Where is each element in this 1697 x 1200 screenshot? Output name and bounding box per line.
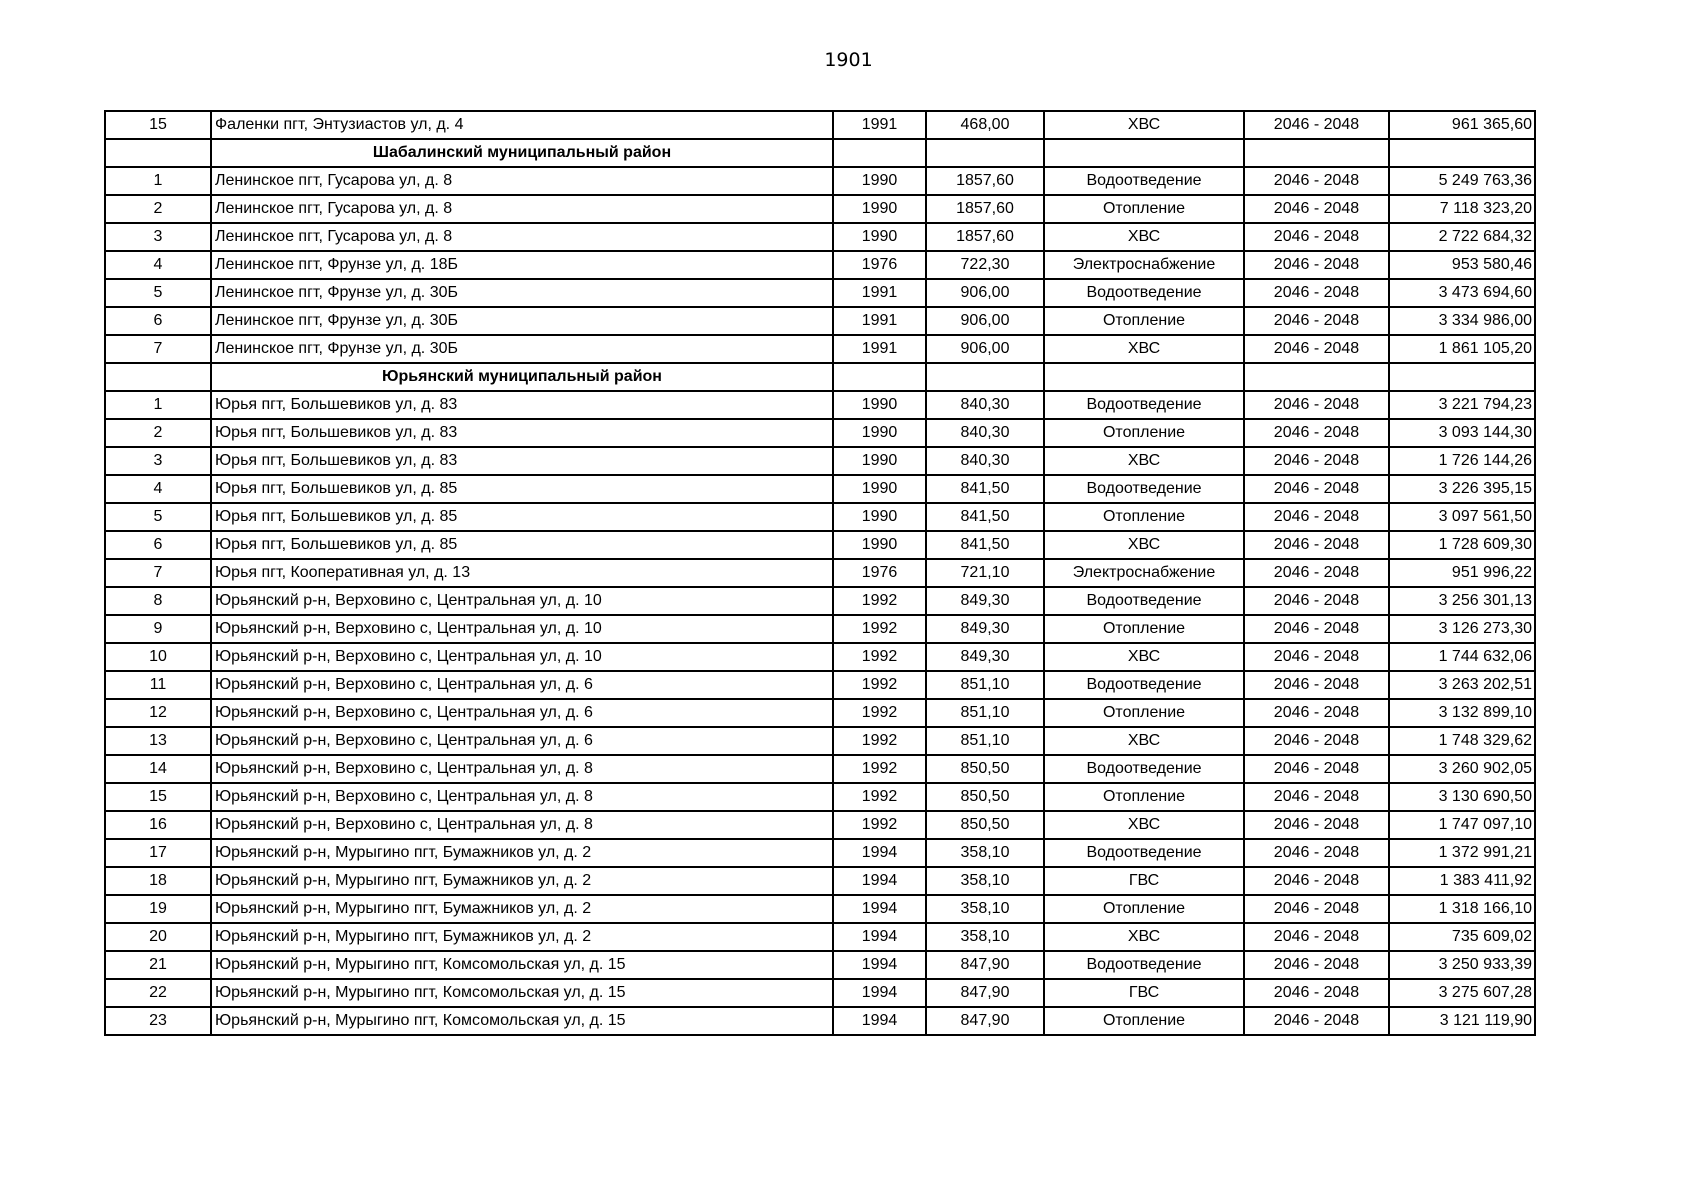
service-cell: Водоотведение [1044,587,1244,615]
table-row [105,783,1535,811]
service-cell: ХВС [1044,531,1244,559]
row-number-cell: 15 [105,783,211,811]
table-row [105,755,1535,783]
period-cell: 2046 - 2048 [1244,839,1389,867]
period-cell: 2046 - 2048 [1244,699,1389,727]
year-cell: 1976 [833,251,926,279]
year-cell: 1991 [833,335,926,363]
year-cell: 1990 [833,167,926,195]
row-number-cell: 12 [105,699,211,727]
row-number-cell: 3 [105,223,211,251]
period-cell: 2046 - 2048 [1244,419,1389,447]
service-cell: Водоотведение [1044,167,1244,195]
address-cell: Юрьянский р-н, Верховино с, Центральная ул, д. 10 [211,587,833,615]
table-body [105,111,1535,1035]
address-cell: Юрьянский р-н, Верховино с, Центральная ул, д. 10 [211,615,833,643]
row-number-cell: 18 [105,867,211,895]
empty-cell [105,363,211,391]
year-cell: 1990 [833,223,926,251]
period-cell: 2046 - 2048 [1244,727,1389,755]
cost-cell: 3 334 986,00 [1389,307,1535,335]
address-cell: Юрьянский р-н, Верховино с, Центральная ул, д. 10 [211,643,833,671]
period-cell: 2046 - 2048 [1244,867,1389,895]
year-cell: 1992 [833,615,926,643]
area-cell: 722,30 [926,251,1044,279]
year-cell: 1976 [833,559,926,587]
cost-cell: 1 861 105,20 [1389,335,1535,363]
year-cell: 1990 [833,475,926,503]
service-cell: ХВС [1044,111,1244,139]
period-cell: 2046 - 2048 [1244,1007,1389,1035]
address-cell: Юрьянский р-н, Верховино с, Центральная ул, д. 8 [211,783,833,811]
table-row [105,391,1535,419]
row-number-cell: 3 [105,447,211,475]
address-cell: Юрья пгт, Кооперативная ул, д. 13 [211,559,833,587]
area-cell: 1857,60 [926,195,1044,223]
address-cell: Юрья пгт, Большевиков ул, д. 85 [211,503,833,531]
area-cell: 841,50 [926,503,1044,531]
year-cell: 1994 [833,951,926,979]
cost-cell: 1 383 411,92 [1389,867,1535,895]
row-number-cell: 1 [105,391,211,419]
table-row [105,895,1535,923]
period-cell: 2046 - 2048 [1244,475,1389,503]
empty-cell [926,363,1044,391]
table-row [105,195,1535,223]
address-cell: Ленинское пгт, Гусарова ул, д. 8 [211,195,833,223]
table-row [105,167,1535,195]
period-cell: 2046 - 2048 [1244,223,1389,251]
table-row [105,335,1535,363]
row-number-cell: 9 [105,615,211,643]
service-cell: Отопление [1044,895,1244,923]
year-cell: 1992 [833,671,926,699]
period-cell: 2046 - 2048 [1244,979,1389,1007]
table-row [105,839,1535,867]
table-row [105,223,1535,251]
service-cell: Отопление [1044,195,1244,223]
empty-cell [833,363,926,391]
table-row [105,587,1535,615]
area-cell: 850,50 [926,783,1044,811]
table-row [105,475,1535,503]
area-cell: 847,90 [926,979,1044,1007]
area-cell: 840,30 [926,419,1044,447]
area-cell: 358,10 [926,839,1044,867]
address-cell: Ленинское пгт, Фрунзе ул, д. 30Б [211,335,833,363]
year-cell: 1994 [833,979,926,1007]
service-cell: Отопление [1044,615,1244,643]
cost-cell: 951 996,22 [1389,559,1535,587]
row-number-cell: 19 [105,895,211,923]
row-number-cell: 23 [105,1007,211,1035]
period-cell: 2046 - 2048 [1244,111,1389,139]
address-cell: Ленинское пгт, Фрунзе ул, д. 18Б [211,251,833,279]
year-cell: 1990 [833,195,926,223]
area-cell: 1857,60 [926,223,1044,251]
address-cell: Юрьянский р-н, Мурыгино пгт, Бумажников ул, д. 2 [211,867,833,895]
cost-cell: 1 744 632,06 [1389,643,1535,671]
area-cell: 851,10 [926,671,1044,699]
table-row [105,531,1535,559]
table-row [105,643,1535,671]
area-cell: 906,00 [926,307,1044,335]
service-cell: Отопление [1044,307,1244,335]
period-cell: 2046 - 2048 [1244,279,1389,307]
row-number-cell: 20 [105,923,211,951]
area-cell: 849,30 [926,615,1044,643]
address-cell: Ленинское пгт, Гусарова ул, д. 8 [211,167,833,195]
row-number-cell: 7 [105,335,211,363]
cost-cell: 1 372 991,21 [1389,839,1535,867]
row-number-cell: 10 [105,643,211,671]
empty-cell [926,139,1044,167]
row-number-cell: 14 [105,755,211,783]
address-cell: Ленинское пгт, Фрунзе ул, д. 30Б [211,307,833,335]
period-cell: 2046 - 2048 [1244,895,1389,923]
service-cell: Водоотведение [1044,475,1244,503]
row-number-cell: 5 [105,503,211,531]
area-cell: 851,10 [926,699,1044,727]
period-cell: 2046 - 2048 [1244,615,1389,643]
table-row [105,279,1535,307]
empty-cell [1244,139,1389,167]
year-cell: 1994 [833,923,926,951]
address-cell: Юрьянский р-н, Верховино с, Центральная ул, д. 6 [211,671,833,699]
cost-cell: 1 728 609,30 [1389,531,1535,559]
table-row [105,1007,1535,1035]
year-cell: 1990 [833,503,926,531]
service-cell: ХВС [1044,811,1244,839]
year-cell: 1992 [833,643,926,671]
service-cell: ХВС [1044,643,1244,671]
address-cell: Юрья пгт, Большевиков ул, д. 83 [211,419,833,447]
table-row [105,111,1535,139]
cost-cell: 3 121 119,90 [1389,1007,1535,1035]
service-cell: ГВС [1044,979,1244,1007]
period-cell: 2046 - 2048 [1244,195,1389,223]
cost-cell: 1 318 166,10 [1389,895,1535,923]
address-cell: Фаленки пгт, Энтузиастов ул, д. 4 [211,111,833,139]
address-cell: Ленинское пгт, Фрунзе ул, д. 30Б [211,279,833,307]
period-cell: 2046 - 2048 [1244,811,1389,839]
table-row [105,923,1535,951]
row-number-cell: 13 [105,727,211,755]
cost-cell: 3 275 607,28 [1389,979,1535,1007]
period-cell: 2046 - 2048 [1244,671,1389,699]
year-cell: 1992 [833,755,926,783]
period-cell: 2046 - 2048 [1244,167,1389,195]
address-cell: Юрьянский р-н, Мурыгино пгт, Бумажников ул, д. 2 [211,839,833,867]
period-cell: 2046 - 2048 [1244,503,1389,531]
row-number-cell: 1 [105,167,211,195]
table-row [105,307,1535,335]
section-header-row [105,139,1535,167]
service-cell: Водоотведение [1044,755,1244,783]
area-cell: 358,10 [926,895,1044,923]
section-title: Юрьянский муниципальный район [211,363,833,391]
program-table [104,110,1536,1036]
service-cell: Водоотведение [1044,391,1244,419]
cost-cell: 3 473 694,60 [1389,279,1535,307]
empty-cell [833,139,926,167]
period-cell: 2046 - 2048 [1244,307,1389,335]
cost-cell: 3 250 933,39 [1389,951,1535,979]
service-cell: ХВС [1044,923,1244,951]
cost-cell: 5 249 763,36 [1389,167,1535,195]
area-cell: 849,30 [926,643,1044,671]
cost-cell: 3 263 202,51 [1389,671,1535,699]
service-cell: Отопление [1044,1007,1244,1035]
area-cell: 721,10 [926,559,1044,587]
address-cell: Ленинское пгт, Гусарова ул, д. 8 [211,223,833,251]
empty-cell [1389,139,1535,167]
year-cell: 1990 [833,531,926,559]
service-cell: Отопление [1044,419,1244,447]
address-cell: Юрьянский р-н, Мурыгино пгт, Комсомольская ул, д. 15 [211,1007,833,1035]
service-cell: ХВС [1044,335,1244,363]
row-number-cell: 21 [105,951,211,979]
cost-cell: 3 256 301,13 [1389,587,1535,615]
service-cell: Электроснабжение [1044,559,1244,587]
service-cell: ГВС [1044,867,1244,895]
row-number-cell: 11 [105,671,211,699]
period-cell: 2046 - 2048 [1244,559,1389,587]
service-cell: ХВС [1044,223,1244,251]
row-number-cell: 4 [105,475,211,503]
empty-cell [1044,139,1244,167]
row-number-cell: 7 [105,559,211,587]
year-cell: 1990 [833,447,926,475]
table-row [105,503,1535,531]
row-number-cell: 15 [105,111,211,139]
table-row [105,699,1535,727]
area-cell: 906,00 [926,279,1044,307]
year-cell: 1992 [833,587,926,615]
table-row [105,447,1535,475]
area-cell: 841,50 [926,475,1044,503]
period-cell: 2046 - 2048 [1244,951,1389,979]
address-cell: Юрьянский р-н, Верховино с, Центральная ул, д. 6 [211,727,833,755]
year-cell: 1991 [833,279,926,307]
cost-cell: 3 130 690,50 [1389,783,1535,811]
area-cell: 849,30 [926,587,1044,615]
area-cell: 468,00 [926,111,1044,139]
service-cell: Отопление [1044,699,1244,727]
empty-cell [1044,363,1244,391]
area-cell: 851,10 [926,727,1044,755]
period-cell: 2046 - 2048 [1244,531,1389,559]
service-cell: Водоотведение [1044,839,1244,867]
table-row [105,419,1535,447]
cost-cell: 3 093 144,30 [1389,419,1535,447]
year-cell: 1991 [833,111,926,139]
service-cell: Отопление [1044,503,1244,531]
area-cell: 850,50 [926,811,1044,839]
table-row [105,979,1535,1007]
table-row [105,951,1535,979]
period-cell: 2046 - 2048 [1244,923,1389,951]
year-cell: 1990 [833,391,926,419]
service-cell: Водоотведение [1044,951,1244,979]
cost-cell: 3 221 794,23 [1389,391,1535,419]
period-cell: 2046 - 2048 [1244,391,1389,419]
area-cell: 847,90 [926,951,1044,979]
area-cell: 841,50 [926,531,1044,559]
service-cell: Электроснабжение [1044,251,1244,279]
service-cell: Водоотведение [1044,279,1244,307]
year-cell: 1992 [833,699,926,727]
year-cell: 1994 [833,1007,926,1035]
service-cell: Водоотведение [1044,671,1244,699]
table-row [105,811,1535,839]
row-number-cell: 16 [105,811,211,839]
area-cell: 906,00 [926,335,1044,363]
table-row [105,867,1535,895]
empty-cell [1244,363,1389,391]
empty-cell [1389,363,1535,391]
area-cell: 850,50 [926,755,1044,783]
period-cell: 2046 - 2048 [1244,335,1389,363]
year-cell: 1992 [833,727,926,755]
service-cell: ХВС [1044,447,1244,475]
year-cell: 1992 [833,811,926,839]
cost-cell: 953 580,46 [1389,251,1535,279]
row-number-cell: 17 [105,839,211,867]
cost-cell: 1 726 144,26 [1389,447,1535,475]
cost-cell: 1 747 097,10 [1389,811,1535,839]
period-cell: 2046 - 2048 [1244,643,1389,671]
address-cell: Юрьянский р-н, Верховино с, Центральная ул, д. 6 [211,699,833,727]
cost-cell: 3 226 395,15 [1389,475,1535,503]
area-cell: 1857,60 [926,167,1044,195]
row-number-cell: 6 [105,307,211,335]
row-number-cell: 5 [105,279,211,307]
table-row [105,671,1535,699]
address-cell: Юрьянский р-н, Мурыгино пгт, Бумажников ул, д. 2 [211,895,833,923]
address-cell: Юрья пгт, Большевиков ул, д. 85 [211,531,833,559]
row-number-cell: 2 [105,195,211,223]
address-cell: Юрьянский р-н, Верховино с, Центральная ул, д. 8 [211,755,833,783]
cost-cell: 7 118 323,20 [1389,195,1535,223]
area-cell: 840,30 [926,391,1044,419]
table-row [105,615,1535,643]
row-number-cell: 6 [105,531,211,559]
service-cell: Отопление [1044,783,1244,811]
section-header-row [105,363,1535,391]
table-row [105,251,1535,279]
row-number-cell: 8 [105,587,211,615]
period-cell: 2046 - 2048 [1244,447,1389,475]
cost-cell: 3 132 899,10 [1389,699,1535,727]
row-number-cell: 2 [105,419,211,447]
cost-cell: 3 097 561,50 [1389,503,1535,531]
area-cell: 840,30 [926,447,1044,475]
year-cell: 1992 [833,783,926,811]
row-number-cell: 22 [105,979,211,1007]
table-row [105,559,1535,587]
year-cell: 1991 [833,307,926,335]
address-cell: Юрьянский р-н, Мурыгино пгт, Комсомольская ул, д. 15 [211,979,833,1007]
row-number-cell: 4 [105,251,211,279]
period-cell: 2046 - 2048 [1244,251,1389,279]
cost-cell: 961 365,60 [1389,111,1535,139]
year-cell: 1990 [833,419,926,447]
year-cell: 1994 [833,895,926,923]
cost-cell: 735 609,02 [1389,923,1535,951]
area-cell: 358,10 [926,923,1044,951]
cost-cell: 3 260 902,05 [1389,755,1535,783]
address-cell: Юрья пгт, Большевиков ул, д. 83 [211,447,833,475]
cost-cell: 1 748 329,62 [1389,727,1535,755]
address-cell: Юрьянский р-н, Мурыгино пгт, Комсомольская ул, д. 15 [211,951,833,979]
service-cell: ХВС [1044,727,1244,755]
address-cell: Юрья пгт, Большевиков ул, д. 85 [211,475,833,503]
area-cell: 358,10 [926,867,1044,895]
cost-cell: 2 722 684,32 [1389,223,1535,251]
year-cell: 1994 [833,867,926,895]
table-row [105,727,1535,755]
period-cell: 2046 - 2048 [1244,755,1389,783]
section-title: Шабалинский муниципальный район [211,139,833,167]
empty-cell [105,139,211,167]
address-cell: Юрьянский р-н, Верховино с, Центральная ул, д. 8 [211,811,833,839]
period-cell: 2046 - 2048 [1244,783,1389,811]
area-cell: 847,90 [926,1007,1044,1035]
address-cell: Юрьянский р-н, Мурыгино пгт, Бумажников ул, д. 2 [211,923,833,951]
address-cell: Юрья пгт, Большевиков ул, д. 83 [211,391,833,419]
period-cell: 2046 - 2048 [1244,587,1389,615]
cost-cell: 3 126 273,30 [1389,615,1535,643]
year-cell: 1994 [833,839,926,867]
page-number: 1901 [824,49,873,71]
